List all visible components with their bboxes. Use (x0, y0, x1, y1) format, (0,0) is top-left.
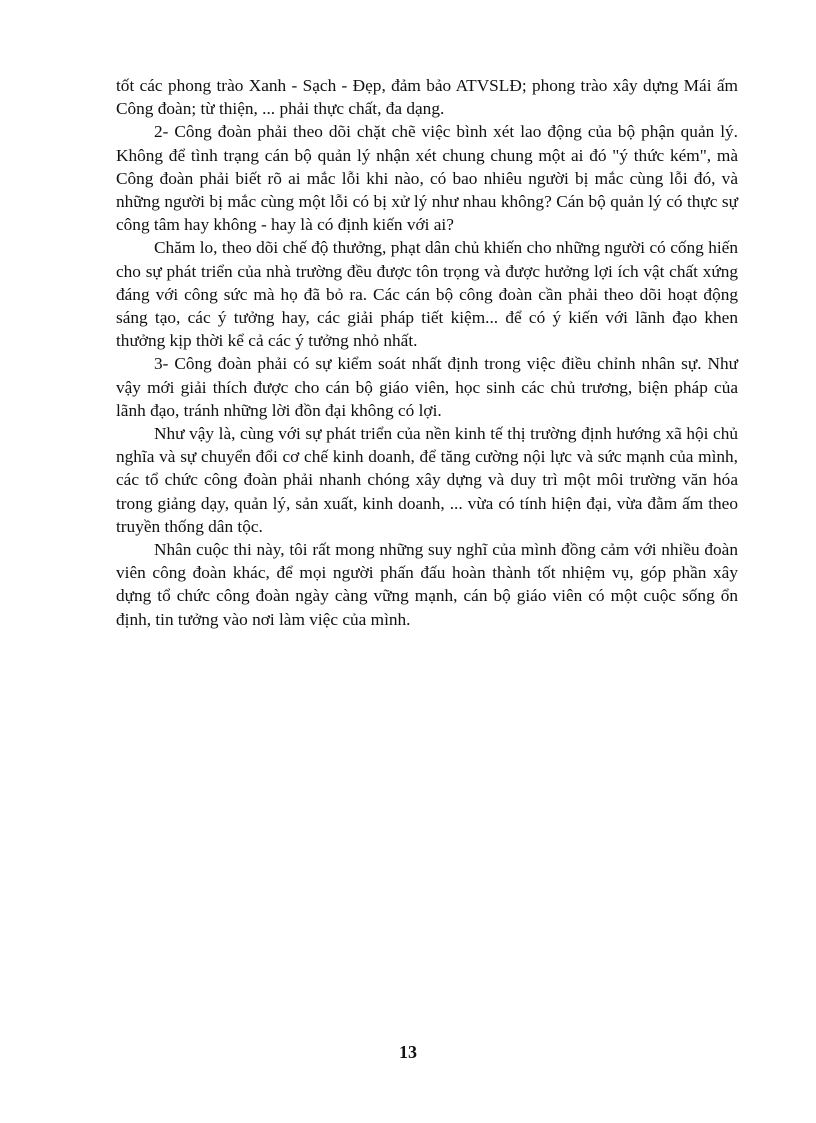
paragraph-closing: Nhân cuộc thi này, tôi rất mong những suy nghĩ của mình đồng cảm với nhiều đoàn viên công đoàn khác, để mọi người phấn đấu hoàn thành tốt nhiệm vụ, góp phần xây dựng tổ chức công đoàn ngày càng vững mạnh, cán bộ giáo viên có một cuộc sống ổn định, tin tưởng vào nơi làm việc của mình. (116, 540, 738, 629)
paragraph-continuation: tốt các phong trào Xanh - Sạch - Đẹp, đảm bảo ATVSLĐ; phong trào xây dựng Mái ấm Công đoàn; từ thiện, ... phải thực chất, đa dạng. (116, 76, 738, 119)
paragraph-item-3: 3- Công đoàn phải có sự kiểm soát nhất định trong việc điều chỉnh nhân sự. Như vậy mới giải thích được cho cán bộ giáo viên, học sinh các chủ trương, biện pháp của lãnh đạo, tránh những lời đồn đại không có lợi. (116, 354, 738, 420)
document-body (116, 74, 738, 631)
paragraph-rewards: Chăm lo, theo dõi chế độ thưởng, phạt dân chủ khiến cho những người có cống hiến cho sự phát triển của nhà trường đều được tôn trọng và được hưởng lợi ích vật chất xứng đáng với công sức mà họ đã bỏ ra. Các cán bộ công đoàn cần phải theo dõi hoạt động sáng tạo, các ý tưởng hay, các giải pháp tiết kiệm... để có ý kiến với lãnh đạo khen thưởng kịp thời kể cả các ý tưởng nhỏ nhất. (116, 238, 738, 351)
paragraph-item-2: 2- Công đoàn phải theo dõi chặt chẽ việc bình xét lao động của bộ phận quản lý. Không để tình trạng cán bộ quản lý nhận xét chung chung một ai đó "ý thức kém", mà Công đoàn phải biết rõ ai mắc lỗi khi nào, có bao nhiêu người bị mắc cùng lỗi đó, và những người bị mắc cùng một lỗi có bị xử lý như nhau không? Cán bộ quản lý có thực sự công tâm hay không - hay là có định kiến với ai? (116, 122, 738, 235)
page-number: 13 (399, 1042, 417, 1062)
paragraph-conclusion: Như vậy là, cùng với sự phát triển của nền kinh tế thị trường định hướng xã hội chủ nghĩa và sự chuyển đổi cơ chế kinh doanh, để tăng cường nội lực và sức mạnh của mình, các tổ chức công đoàn phải nhanh chóng xây dựng và duy trì một môi trường văn hóa trong giảng dạy, quản lý, sản xuất, kinh doanh, ... vừa có tính hiện đại, vừa đằm ấm theo truyền thống dân tộc. (116, 424, 738, 536)
